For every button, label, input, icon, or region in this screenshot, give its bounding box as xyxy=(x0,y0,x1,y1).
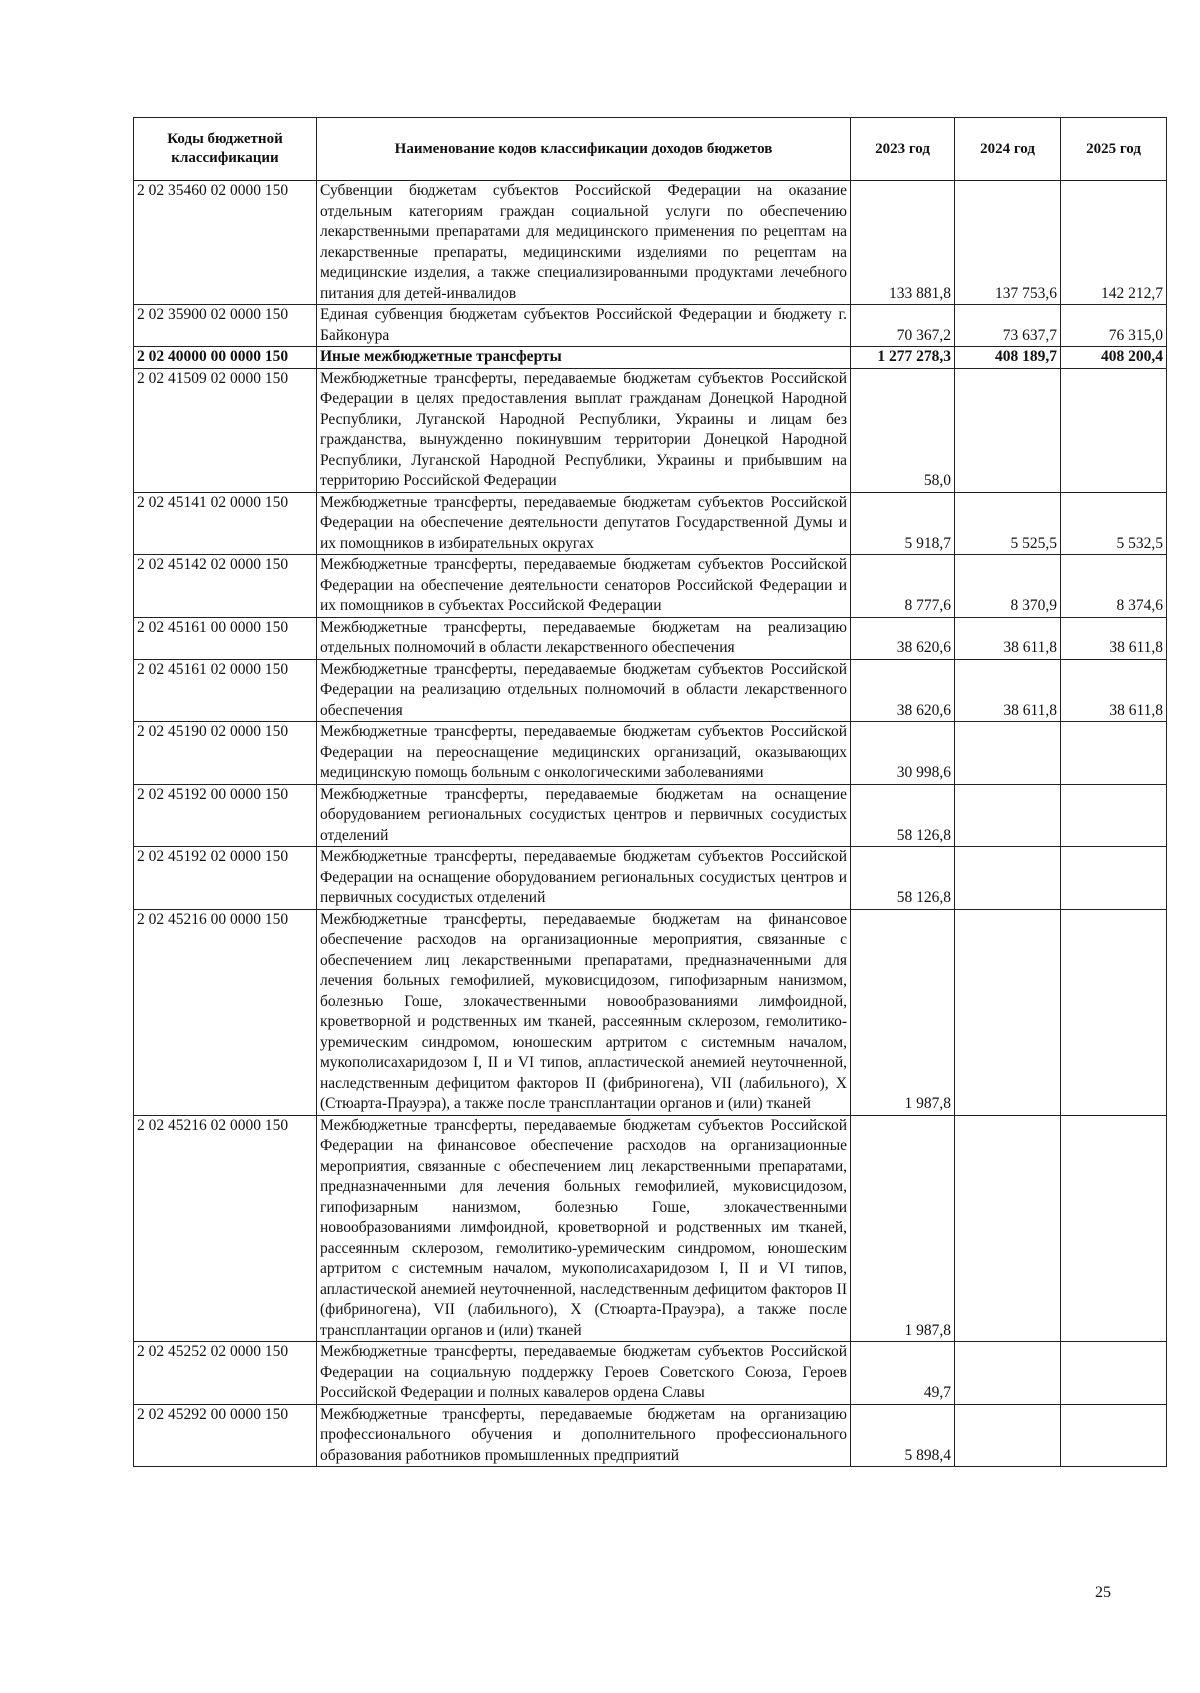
table-row xyxy=(134,1404,1167,1467)
row-value-2024 xyxy=(955,1404,1061,1467)
row-value-2023: 38 620,6 xyxy=(851,659,955,722)
row-value-2023: 5 898,4 xyxy=(851,1404,955,1467)
table-row xyxy=(134,181,1167,305)
row-code: 2 02 40000 00 0000 150 xyxy=(134,347,317,369)
table-row xyxy=(134,368,1167,492)
table-row xyxy=(134,722,1167,785)
row-value-2025 xyxy=(1061,1115,1167,1342)
row-value-2025: 38 611,8 xyxy=(1061,617,1167,659)
row-value-2025 xyxy=(1061,847,1167,910)
row-name: Межбюджетные трансферты, передаваемые бюджетам субъектов Российской Федерации в целях предоставления выплат гражданам Донецкой Народной Республики, Луганской Народной Республики, Украины и лицам без гражданства, вынужденно покинувшим территории Донецкой Народной Республики, Луганской Народной Республики, Украины и прибывшим на территорию Российской Федерации xyxy=(317,368,851,492)
row-value-2023: 1 987,8 xyxy=(851,909,955,1115)
header-2025: 2025 год xyxy=(1061,118,1167,181)
row-value-2025 xyxy=(1061,909,1167,1115)
row-name: Межбюджетные трансферты, передаваемые бюджетам субъектов Российской Федерации на обеспечение деятельности сенаторов Российской Федерации и их помощников в субъектах Российской Федерации xyxy=(317,555,851,618)
row-value-2024 xyxy=(955,909,1061,1115)
row-value-2025: 142 212,7 xyxy=(1061,181,1167,305)
row-name: Субвенции бюджетам субъектов Российской Федерации на оказание отдельным категориям граждан социальной услуги по обеспечению лекарственными препаратами для медицинского применения по рецептам на лекарственные препараты, медицинскими изделиями по рецептам на медицинские изделия, а также специализированными продуктами лечебного питания для детей-инвалидов xyxy=(317,181,851,305)
row-value-2024: 8 370,9 xyxy=(955,555,1061,618)
row-value-2023: 58 126,8 xyxy=(851,784,955,847)
row-code: 2 02 45192 02 0000 150 xyxy=(134,847,317,910)
table-row xyxy=(134,659,1167,722)
row-value-2023: 5 918,7 xyxy=(851,492,955,555)
row-name: Межбюджетные трансферты, передаваемые бюджетам на финансовое обеспечение расходов на организационные мероприятия, связанные с обеспечением лиц лекарственными препаратами, предназначенными для лечения больных гемофилией, муковисцидозом, гипофизарным нанизмом, болезнью Гоше, злокачественными новообразованиями лимфоидной, кроветворной и родственных им тканей, рассеянным склерозом, гемолитико-уремическим синдромом, юношеским артритом с системным началом, мукополисахаридозом I, II и VI типов, апластической анемией неуточненной, наследственным дефицитом факторов II (фибриногена), VII (лабильного), X (Стюарта-Прауэра), а также после трансплантации органов и (или) тканей xyxy=(317,909,851,1115)
row-value-2025 xyxy=(1061,1342,1167,1405)
row-value-2023: 70 367,2 xyxy=(851,305,955,347)
table-row xyxy=(134,847,1167,910)
table-row xyxy=(134,784,1167,847)
row-value-2023: 1 277 278,3 xyxy=(851,347,955,369)
row-name: Межбюджетные трансферты, передаваемые бюджетам субъектов Российской Федерации на реализацию отдельных полномочий в области лекарственного обеспечения xyxy=(317,659,851,722)
row-code: 2 02 45292 00 0000 150 xyxy=(134,1404,317,1467)
row-name: Межбюджетные трансферты, передаваемые бюджетам на реализацию отдельных полномочий в области лекарственного обеспечения xyxy=(317,617,851,659)
row-name: Межбюджетные трансферты, передаваемые бюджетам субъектов Российской Федерации на переоснащение медицинских организаций, оказывающих медицинскую помощь больным с онкологическими заболеваниями xyxy=(317,722,851,785)
row-value-2025: 38 611,8 xyxy=(1061,659,1167,722)
row-value-2025 xyxy=(1061,1404,1167,1467)
row-value-2023: 133 881,8 xyxy=(851,181,955,305)
row-code: 2 02 45161 00 0000 150 xyxy=(134,617,317,659)
row-code: 2 02 45216 00 0000 150 xyxy=(134,909,317,1115)
row-value-2024 xyxy=(955,722,1061,785)
row-code: 2 02 45216 02 0000 150 xyxy=(134,1115,317,1342)
row-code: 2 02 45192 00 0000 150 xyxy=(134,784,317,847)
row-code: 2 02 45161 02 0000 150 xyxy=(134,659,317,722)
row-value-2023: 38 620,6 xyxy=(851,617,955,659)
header-2024: 2024 год xyxy=(955,118,1061,181)
row-value-2024 xyxy=(955,368,1061,492)
table-row xyxy=(134,555,1167,618)
row-code: 2 02 45142 02 0000 150 xyxy=(134,555,317,618)
row-value-2024 xyxy=(955,1115,1061,1342)
row-value-2024: 73 637,7 xyxy=(955,305,1061,347)
row-name: Межбюджетные трансферты, передаваемые бюджетам субъектов Российской Федерации на оснащение оборудованием региональных сосудистых центров и первичных сосудистых отделений xyxy=(317,847,851,910)
row-name: Единая субвенция бюджетам субъектов Российской Федерации и бюджету г. Байконура xyxy=(317,305,851,347)
row-value-2023: 58,0 xyxy=(851,368,955,492)
row-value-2025: 76 315,0 xyxy=(1061,305,1167,347)
table-header-row xyxy=(134,118,1167,181)
table-row xyxy=(134,305,1167,347)
row-value-2024: 38 611,8 xyxy=(955,617,1061,659)
row-value-2023: 30 998,6 xyxy=(851,722,955,785)
header-code: Коды бюджетной классификации xyxy=(134,118,317,181)
row-value-2024: 5 525,5 xyxy=(955,492,1061,555)
row-name: Межбюджетные трансферты, передаваемые бюджетам субъектов Российской Федерации на социальную поддержку Героев Советского Союза, Героев Российской Федерации и полных кавалеров ордена Славы xyxy=(317,1342,851,1405)
row-value-2025 xyxy=(1061,722,1167,785)
row-value-2024 xyxy=(955,784,1061,847)
table-row xyxy=(134,617,1167,659)
header-2023: 2023 год xyxy=(851,118,955,181)
row-value-2024 xyxy=(955,847,1061,910)
page-number: 25 xyxy=(1095,1584,1111,1601)
table-row xyxy=(134,347,1167,369)
row-value-2023: 1 987,8 xyxy=(851,1115,955,1342)
row-value-2023: 8 777,6 xyxy=(851,555,955,618)
table-row xyxy=(134,1115,1167,1342)
row-name: Межбюджетные трансферты, передаваемые бюджетам субъектов Российской Федерации на финансовое обеспечение расходов на организационные мероприятия, связанные с обеспечением лиц лекарственными препаратами, предназначенными для лечения больных гемофилией, муковисцидозом, гипофизарным нанизмом, болезнью Гоше, злокачественными новообразованиями лимфоидной, кроветворной и родственных им тканей, рассеянным склерозом, гемолитико-уремическим синдромом, юношеским артритом с системным началом, мукополисахаридозом I, II и VI типов, апластической анемией неуточненной, наследственным дефицитом факторов II (фибриногена), VII (лабильного), X (Стюарта-Прауэра), а также после трансплантации органов и (или) тканей xyxy=(317,1115,851,1342)
row-value-2023: 58 126,8 xyxy=(851,847,955,910)
row-code: 2 02 45252 02 0000 150 xyxy=(134,1342,317,1405)
row-value-2025: 8 374,6 xyxy=(1061,555,1167,618)
row-value-2025: 408 200,4 xyxy=(1061,347,1167,369)
budget-classification-table xyxy=(133,117,1167,1467)
row-value-2025: 5 532,5 xyxy=(1061,492,1167,555)
row-code: 2 02 41509 02 0000 150 xyxy=(134,368,317,492)
row-value-2024: 137 753,6 xyxy=(955,181,1061,305)
table-row xyxy=(134,909,1167,1115)
row-code: 2 02 45190 02 0000 150 xyxy=(134,722,317,785)
row-code: 2 02 35900 02 0000 150 xyxy=(134,305,317,347)
row-value-2024 xyxy=(955,1342,1061,1405)
header-name: Наименование кодов классификации доходов бюджетов xyxy=(317,118,851,181)
row-name: Межбюджетные трансферты, передаваемые бюджетам на оснащение оборудованием региональных сосудистых центров и первичных сосудистых отделений xyxy=(317,784,851,847)
row-name: Межбюджетные трансферты, передаваемые бюджетам на организацию профессионального обучения и дополнительного профессионального образования работников промышленных предприятий xyxy=(317,1404,851,1467)
row-value-2024: 408 189,7 xyxy=(955,347,1061,369)
row-name: Иные межбюджетные трансферты xyxy=(317,347,851,369)
table-row xyxy=(134,492,1167,555)
table-row xyxy=(134,1342,1167,1405)
table-body xyxy=(134,181,1167,1467)
row-value-2025 xyxy=(1061,368,1167,492)
row-code: 2 02 45141 02 0000 150 xyxy=(134,492,317,555)
row-value-2025 xyxy=(1061,784,1167,847)
row-name: Межбюджетные трансферты, передаваемые бюджетам субъектов Российской Федерации на обеспечение деятельности депутатов Государственной Думы и их помощников в избирательных округах xyxy=(317,492,851,555)
row-value-2024: 38 611,8 xyxy=(955,659,1061,722)
row-code: 2 02 35460 02 0000 150 xyxy=(134,181,317,305)
row-value-2023: 49,7 xyxy=(851,1342,955,1405)
